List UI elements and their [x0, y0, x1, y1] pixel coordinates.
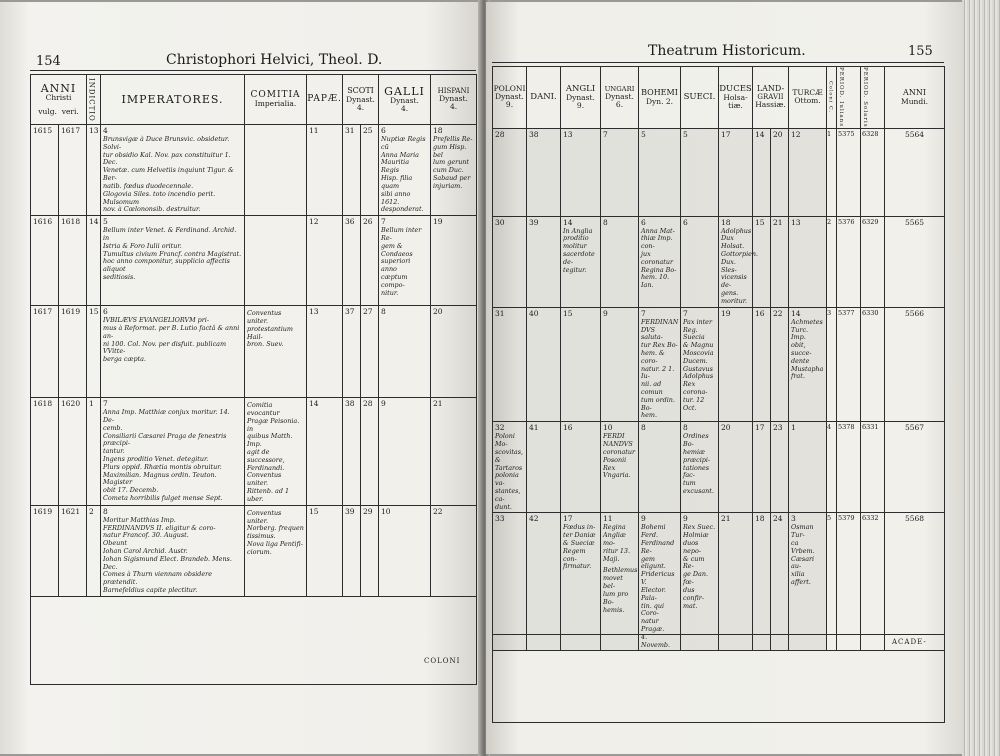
poloni-number: 30	[495, 217, 505, 227]
bohemi-header: BOHEMI Dyn. 2.	[639, 67, 681, 129]
scoti-cell-2: 25	[361, 125, 379, 216]
indictio-cell: 13	[87, 125, 101, 216]
scoti-cell: 38	[343, 398, 361, 506]
indictio-cell: 14	[87, 216, 101, 306]
scoti-cell: 31	[343, 125, 361, 216]
period-iuliana-cell: 5378	[837, 422, 861, 513]
turcae-number: 14	[791, 308, 801, 318]
imperatores-cell	[101, 125, 245, 216]
galli-number: 8	[381, 307, 386, 317]
imperatores-number: 4	[103, 126, 108, 135]
turcae-number: 13	[791, 217, 801, 227]
anni-mundi-cell: 5568	[885, 513, 945, 651]
year-vulgar-cell: 1615	[31, 125, 59, 216]
indictio-cell: 1	[87, 398, 101, 506]
comitia-cell	[245, 216, 307, 306]
ungari-entry	[601, 228, 638, 229]
period-iuliana-header: PERIOD. Iulians	[837, 67, 861, 129]
ungari-number: 11	[603, 514, 613, 524]
sueci-entry: Rex Suec. Holmiæ duos nepo- & cum Re- ge Dan. fœ- dus confir- mat.	[683, 523, 716, 610]
comitia-cell	[245, 306, 307, 398]
period-iuliana-cell: 5379	[837, 513, 861, 651]
hispani-cell	[431, 125, 477, 216]
hispani-cell	[431, 306, 477, 398]
left-page	[0, 2, 484, 754]
angli-header: ANGLI Dynast. 9.	[561, 67, 601, 129]
duces-entry	[719, 524, 752, 525]
hispani-entry	[431, 227, 476, 228]
turcae-number: 12	[791, 129, 801, 139]
left-year-row	[31, 216, 477, 306]
ungari-header: UNGARI Dynast. 6.	[601, 67, 639, 129]
right-blank-cell	[493, 651, 945, 723]
comitia-header: COMITIA Imperialia.	[245, 75, 307, 125]
poloni-entry	[493, 228, 526, 229]
sueci-cell	[681, 128, 719, 216]
right-page-number: 155	[908, 44, 933, 59]
ungari-entry: FERDI NANDVS coronatur Posonii Rex Vngaria.	[603, 432, 635, 480]
year-true-cell: 1617	[59, 125, 87, 216]
angli-entry	[561, 433, 600, 434]
poloni-cell	[493, 216, 527, 307]
hispani-number: 21	[433, 399, 443, 409]
right-page	[486, 2, 962, 754]
comitia-entry	[245, 125, 306, 130]
hispani-header: HISPANI Dynast. 4.	[431, 75, 477, 125]
bohemi-entry	[639, 433, 680, 434]
sueci-cell	[681, 307, 719, 422]
left-chronology-table	[30, 74, 477, 685]
dani-number: 41	[529, 423, 539, 433]
turcae-entry	[789, 140, 826, 141]
papae-cell: 14	[307, 398, 343, 506]
coloni-cycle-cell: 5	[827, 513, 837, 651]
dani-cell	[527, 307, 561, 422]
comitia-cell	[245, 125, 307, 216]
papae-cell: 15	[307, 505, 343, 596]
sueci-number: 9	[683, 514, 688, 524]
hispani-cell	[431, 216, 477, 306]
scoti-header: SCOTI Dynast. 4.	[343, 75, 379, 125]
left-year-row	[31, 125, 477, 216]
landgravii-cell-2: 22	[771, 307, 789, 422]
imperatores-number: 7	[103, 399, 108, 409]
hispani-number: 18	[433, 126, 443, 135]
anni-mundi-cell: 5564	[885, 128, 945, 216]
galli-entry: Bellum inter Re- gem & Condaeos superiori anno cæptum compo- nitur.	[381, 226, 422, 297]
duces-number: 17	[721, 129, 731, 139]
dani-cell	[527, 513, 561, 651]
right-chronology-table	[492, 66, 945, 723]
scoti-cell-2: 28	[361, 398, 379, 506]
turcae-cell	[789, 128, 827, 216]
right-blank-row	[493, 651, 945, 723]
right-footer-rule	[492, 634, 944, 635]
bohemi-number: 9	[641, 514, 646, 524]
sueci-number: 6	[683, 217, 688, 227]
angli-cell	[561, 513, 601, 651]
period-solaris-cell: 6330	[861, 307, 885, 422]
bethlen-entry: Bethlemus movet bel- lum pro Bo- hemis.	[603, 566, 638, 614]
duces-cell	[719, 307, 753, 422]
imperatores-entry: Bellum inter Venet. & Ferdinand. Archid. in Istria & Foro Iulii oritur. Tumultus civium Francf. contra Magistrat. hoc anno componitur, supplicio affectis aliquot seditiosis.	[103, 226, 242, 281]
imperatores-cell	[101, 216, 245, 306]
year-true-cell: 1618	[59, 216, 87, 306]
coloni-cycle-cell: 3	[827, 307, 837, 422]
duces-cell	[719, 216, 759, 307]
galli-header: GALLI Dynast. 4.	[379, 75, 431, 125]
poloni-number: 33	[495, 514, 505, 524]
imperatores-header: IMPERATORES.	[101, 75, 245, 125]
poloni-entry	[493, 319, 526, 320]
left-running-title: Christophori Helvici, Theol. D.	[166, 52, 383, 68]
galli-cell	[379, 398, 431, 506]
ungari-entry: Regina Angliæ mo- ritur 13. Maji.	[603, 523, 631, 563]
indictio-header: INDICTIO	[87, 75, 101, 125]
right-running-title: Theatrum Historicum.	[648, 43, 806, 59]
turcae-entry: Achmetes Turc. Imp. obit, succe- dente Mustapha frat.	[791, 317, 824, 381]
angli-cell	[561, 216, 601, 307]
poloni-number: 31	[495, 308, 505, 318]
hispani-number: 19	[433, 217, 443, 227]
imperatores-entry: Anna Imp. Matthiæ conjux moritur. 14. De- cemb. Consiliarii Cæsarei Praga de fenestris præcipi- tantur. Ingens proditio Venet. detegitur. Plurs oppid. Rhætia montis obruitur. Maximilian. Magnus ordin. Teuton. Magister obit 17. Decemb. Cometa horribilis fulget mense Sept.	[103, 408, 230, 503]
papae-cell: 12	[307, 216, 343, 306]
sueci-number: 7	[683, 308, 688, 318]
landgravii-cell: 16	[753, 307, 771, 422]
year-true-cell: 1619	[59, 306, 87, 398]
left-page-number: 154	[36, 54, 61, 69]
bohemi-entry: FERDINAN DVS saluta- tur Rex Bo- hem. & coro- natur. 2 1. Iu- nii. ad comun tum ordin. Bo- hem.	[641, 317, 679, 420]
bohemi-cell	[639, 216, 681, 307]
left-blank-cell	[31, 596, 477, 684]
imperatores-entry: Brunsvigæ à Duce Brunsvic. obsidetur. Solvi- tur obsidio Kal. Nov. pax constituitur 1. Dec. Venetæ. cum Helvetiis inquiunt Tigur. & Ber- natib. fœdus duodecennale. Glogovia Siles. toto incendio perit. Mulsomum nov. à Cœlononsib. destruitur.	[103, 135, 234, 214]
scoti-cell-2: 26	[361, 216, 379, 306]
scoti-cell: 36	[343, 216, 361, 306]
left-header-row	[31, 75, 477, 125]
duces-number: 19	[721, 308, 731, 318]
galli-number: 7	[381, 217, 386, 227]
comitia-entry: Conventus uniter. protestantium Hail- bron. Suev.	[247, 309, 293, 349]
hispani-entry	[431, 517, 476, 518]
scoti-cell: 37	[343, 306, 361, 398]
angli-entry	[561, 319, 600, 320]
year-vulgar-cell: 1619	[31, 505, 59, 596]
galli-cell	[379, 505, 431, 596]
poloni-cell	[493, 422, 527, 513]
imperatores-cell	[101, 505, 245, 596]
comitia-entry: Comitia evocantur Pragæ Peisonia. in quibus Matth. Imp. agit de successore, Ferdinandi. Conventus uniter. Rittenb. ad 1 uber.	[247, 401, 300, 503]
comitia-cell	[245, 505, 307, 596]
left-blank-row	[31, 596, 477, 684]
dani-cell	[527, 216, 561, 307]
period-iuliana-cell: 5376	[837, 216, 861, 307]
imperatores-number: 5	[103, 217, 108, 227]
turcae-cell	[789, 216, 827, 307]
coloni-cycle-cell: 4	[827, 422, 837, 513]
papae-cell: 13	[307, 306, 343, 398]
sueci-entry	[681, 140, 718, 141]
angli-number: 15	[563, 308, 573, 318]
anni-mundi-cell: 5566	[885, 307, 945, 422]
indictio-cell: 2	[87, 505, 101, 596]
bohemi-number: 5	[641, 129, 646, 139]
anni-christi-header: ANNI Christi vulg. veri.	[31, 75, 87, 125]
galli-entry	[379, 517, 430, 518]
dani-header: DANI.	[527, 67, 561, 129]
poloni-cell	[493, 128, 527, 216]
period-solaris-cell: 6332	[861, 513, 885, 651]
comitia-entry: Conventus uniter. Norberg. frequen tissimus. Nova liga Pentifi- ciorum.	[247, 508, 304, 556]
sueci-cell	[681, 513, 719, 651]
duces-number: 21	[721, 514, 731, 524]
left-year-row	[31, 306, 477, 398]
sueci-entry: Ordines Bo- hemiæ præcipi- tationes fac- tum excusant.	[683, 432, 714, 495]
sueci-entry: Pax inter Reg. Suecia & Magnu Moscovia Ducem. Gustavus Adolphus Rex corona- tur. 12 Oct.	[683, 317, 714, 412]
poloni-entry	[493, 524, 526, 525]
galli-cell	[379, 306, 431, 398]
duces-header: DUCES Holsa- tiæ.	[719, 67, 753, 129]
bohemi-cell	[639, 128, 681, 216]
turcae-cell	[789, 513, 827, 651]
period-solaris-cell: 6329	[861, 216, 885, 307]
imperatores-cell	[101, 398, 245, 506]
turcae-number: 1	[791, 423, 796, 433]
year-vulgar-cell: 1616	[31, 216, 59, 306]
galli-number: 9	[381, 399, 386, 409]
galli-number: 10	[381, 506, 391, 516]
duces-entry	[719, 140, 752, 141]
sueci-number: 5	[683, 129, 688, 139]
hispani-entry	[431, 409, 476, 410]
left-header-rule	[30, 70, 476, 71]
poloni-cell	[493, 307, 527, 422]
indictio-cell: 15	[87, 306, 101, 398]
ungari-cell	[601, 307, 639, 422]
hispani-entry	[431, 317, 476, 318]
year-vulgar-cell: 1617	[31, 306, 59, 398]
dani-number: 38	[529, 129, 539, 139]
ungari-cell	[601, 216, 639, 307]
landgravii-header: LAND- GRAVII Hassiæ.	[753, 67, 789, 129]
left-year-row	[31, 398, 477, 506]
landgravii-cell-2: 20	[771, 128, 789, 216]
right-year-row	[493, 307, 945, 422]
galli-cell	[379, 125, 431, 216]
sueci-header: SUECI.	[681, 67, 719, 129]
sueci-cell	[681, 216, 719, 307]
angli-number: 17	[563, 514, 573, 524]
landgravii-cell: 18	[753, 513, 771, 651]
galli-entry: Nuptiæ Regis cũ Anna Maria Mauritia Regis Hisp. filia quam sibi anno 1612. desponderat.	[381, 135, 426, 214]
comitia-cell	[245, 398, 307, 506]
duces-number: 20	[721, 423, 731, 433]
period-iuliana-cell: 5375	[837, 128, 861, 216]
ungari-cell	[601, 128, 639, 216]
imperatores-entry: IVBILÆVS EVANGELIORVM pri- mus à Reformat. per B. Lutio factâ & anni an- ni 100. Col. Nov. per disfuit. publicam VVitte- berga cæpta.	[103, 316, 240, 364]
ungari-cell	[601, 513, 639, 651]
bohemi-cell	[639, 307, 681, 422]
landgravii-cell-2: 21	[771, 216, 789, 307]
scoti-cell-2: 27	[361, 306, 379, 398]
poloni-number: 32	[495, 423, 505, 433]
poloni-number: 28	[495, 129, 505, 139]
anni-mundi-cell: 5565	[885, 216, 945, 307]
landgravii-cell: 15	[753, 216, 771, 307]
ungari-number: 8	[603, 217, 608, 227]
angli-cell	[561, 128, 601, 216]
anni-mundi-cell: 5567	[885, 422, 945, 513]
hispani-cell	[431, 505, 477, 596]
turcae-entry	[789, 433, 826, 434]
duces-number: 18	[721, 217, 731, 227]
poloni-cell	[493, 513, 527, 651]
duces-cell	[719, 422, 753, 513]
dani-number: 39	[529, 217, 539, 227]
galli-entry	[379, 317, 430, 318]
turcae-cell	[789, 307, 827, 422]
right-year-row	[493, 216, 945, 307]
right-year-row	[493, 422, 945, 513]
angli-cell	[561, 307, 601, 422]
coloni-cycle-cell: 1	[827, 128, 837, 216]
period-solaris-cell: 6331	[861, 422, 885, 513]
imperatores-entry: Moritur Matthias Imp. FERDINANDVS II. eligitur & coro- natur Francof. 30. August. Obeunt Iohan Carol Archid. Austr. Iohan Sigismund Elect. Brandeb. Mens. Dec. Comes à Thurn viennam obsidere prætendit. Barnefeldius capite plectitur.	[103, 515, 232, 594]
ungari-entry	[601, 140, 638, 141]
angli-entry: In Anglia proditio molitur sacerdote de- tegitur.	[563, 226, 595, 274]
dani-number: 42	[529, 514, 539, 524]
poloni-entry: Poloni Mo- scovitas, & Tartaros polonia va- stantes, ca- dunt.	[495, 432, 524, 511]
imperatores-number: 8	[103, 506, 108, 516]
coloni-cycle-cell: 2	[827, 216, 837, 307]
duces-entry	[719, 433, 752, 434]
papae-header: PAPÆ.	[307, 75, 343, 125]
dani-cell	[527, 422, 561, 513]
angli-number: 16	[563, 423, 573, 433]
angli-number: 14	[563, 217, 573, 227]
scoti-cell: 39	[343, 505, 361, 596]
year-vulgar-cell: 1618	[31, 398, 59, 506]
bohemi-number: 8	[641, 423, 646, 433]
left-catchword: COLONI	[424, 657, 461, 665]
duces-cell	[719, 128, 753, 216]
ungari-number: 9	[603, 308, 608, 318]
duces-cell	[719, 513, 753, 651]
coloni-cycle-header: Coloni C.	[827, 67, 837, 129]
galli-cell	[379, 216, 431, 306]
angli-number: 13	[563, 129, 573, 139]
dani-cell	[527, 128, 561, 216]
sueci-cell	[681, 422, 719, 513]
turcae-number: 3	[791, 514, 796, 524]
ungari-number: 7	[603, 129, 608, 139]
ungari-cell	[601, 422, 639, 513]
poloni-header: POLONI Dynast. 9.	[493, 67, 527, 129]
angli-cell	[561, 422, 601, 513]
comitia-entry	[245, 216, 306, 221]
turcae-cell	[789, 422, 827, 513]
turcae-entry: Osman Tur- ca Vrbem. Cæsari au- xilia affert.	[791, 523, 815, 587]
hispani-number: 20	[433, 307, 443, 317]
page-edges	[962, 0, 1000, 756]
bohemi-number: 7	[641, 308, 646, 318]
landgravii-cell-2: 23	[771, 422, 789, 513]
landgravii-cell: 14	[753, 128, 771, 216]
period-solaris-header: PERIOD. Solaris	[861, 67, 885, 129]
papae-cell: 11	[307, 125, 343, 216]
turcae-entry	[789, 228, 826, 229]
anni-mundi-header: ANNI Mundi.	[885, 67, 945, 129]
right-year-row	[493, 128, 945, 216]
period-solaris-cell: 6328	[861, 128, 885, 216]
scoti-cell-2: 29	[361, 505, 379, 596]
right-catchword: ACADE-	[892, 638, 927, 646]
turcae-header: TURCÆ Ottom.	[789, 67, 827, 129]
year-true-cell: 1621	[59, 505, 87, 596]
bohemi-cell	[639, 422, 681, 513]
ungari-entry	[601, 319, 638, 320]
hispani-entry: Prefellis Re- gum Hisp. bel lum gerunt cum Duc. Sabaud per injuriam.	[433, 135, 473, 190]
galli-entry	[379, 409, 430, 410]
angli-entry: Fœdus in- ter Daniæ & Sueciæ Regem con- firmatur.	[563, 523, 596, 571]
left-year-row	[31, 505, 477, 596]
galli-number: 6	[381, 126, 386, 135]
bohemi-entry: Bohemi Ferd. Ferdinand Re- gem eligunt. Fridericus V. Elector. Pala- tin. qui Coro- natur Pragæ. 4. Novemb.	[641, 523, 675, 649]
landgravii-cell-2: 24	[771, 513, 789, 651]
sueci-number: 8	[683, 423, 688, 433]
period-iuliana-cell: 5377	[837, 307, 861, 422]
bohemi-entry	[639, 140, 680, 141]
right-header-row	[493, 67, 945, 129]
hispani-cell	[431, 398, 477, 506]
duces-entry: Adolphus Dux Holsat. Gottorpien. Dux. Sles- vicensis de- gens. moritur.	[721, 226, 759, 305]
dani-number: 40	[529, 308, 539, 318]
right-header-rule	[492, 62, 944, 63]
right-year-row	[493, 513, 945, 651]
bohemi-entry: Anna Mat- thiæ Imp. con- jux coronatur Regina Bo- hem. 10. Ian.	[641, 226, 677, 290]
year-true-cell: 1620	[59, 398, 87, 506]
angli-entry	[561, 140, 600, 141]
imperatores-cell	[101, 306, 245, 398]
ungari-number: 10	[603, 423, 613, 433]
hispani-number: 22	[433, 506, 443, 516]
imperatores-number: 6	[103, 307, 108, 317]
duces-entry	[719, 319, 752, 320]
poloni-entry	[493, 140, 526, 141]
sueci-entry	[681, 228, 718, 229]
landgravii-cell: 17	[753, 422, 771, 513]
bohemi-number: 6	[641, 217, 646, 227]
bohemi-cell	[639, 513, 681, 651]
